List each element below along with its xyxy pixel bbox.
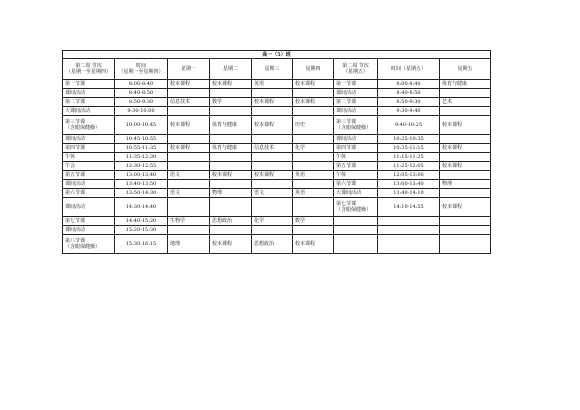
cell-thursday [293,135,334,144]
header-tuesday: 星期二 [210,59,252,80]
cell-wednesday [252,107,293,116]
time-right: 10:25-10:35 [378,135,440,144]
cell-friday [440,226,491,235]
time-right: 13:40-14:10 [378,189,440,198]
time-left: 13:40-13:50 [115,180,168,189]
cell-monday: 生物学 [168,217,210,226]
cell-wednesday [252,198,293,217]
cell-wednesday [252,162,293,171]
period-left: 第一节课 [63,80,115,89]
time-left: 10:45-10:55 [115,135,168,144]
period-left: 第五节课 [63,171,115,180]
table-row [63,135,491,144]
header-friday: 星期五 [440,59,491,80]
period-left: 第六节课 [63,189,115,198]
table-row [63,171,491,180]
table-row [63,180,491,189]
cell-wednesday: 校本课程 [252,98,293,107]
cell-friday [440,189,491,198]
time-left: 10:55-11:35 [115,144,168,153]
cell-tuesday [210,153,252,162]
cell-monday: 校本课程 [168,116,210,135]
cell-thursday: 历史 [293,116,334,135]
period-right: 第二节课 [334,98,378,107]
cell-tuesday: 体育与健康 [210,144,252,153]
period-right: 午休 [334,153,378,162]
cell-friday: 校本课程 [440,144,491,153]
period-left: 第二节课 [63,98,115,107]
cell-friday [440,217,491,226]
period-right: 第三节课 （含眼保健操） [334,116,378,135]
cell-tuesday: 思想政治 [210,217,252,226]
cell-wednesday: 化学 [252,217,293,226]
table-row [63,80,491,89]
period-right: 第四节课 [334,144,378,153]
time-left: 10:00-10:45 [115,116,168,135]
period-right: 第七节课 （含眼保健操） [334,198,378,217]
cell-wednesday [252,153,293,162]
table-row [63,107,491,116]
period-left: 第四节课 [63,144,115,153]
cell-wednesday [252,89,293,98]
header-right-time: 时间（星期五） [378,59,440,80]
period-right [334,217,378,226]
cell-friday: 物理 [440,180,491,189]
cell-thursday [293,89,334,98]
period-right: 第一节课 [334,80,378,89]
cell-monday [168,198,210,217]
cell-friday [440,235,491,254]
cell-monday: 语文 [168,171,210,180]
cell-thursday: 校本课程 [293,80,334,89]
cell-tuesday [210,226,252,235]
header-left-time: 时间 （星期一至星期四） [115,59,168,80]
cell-monday: 信息技术 [168,98,210,107]
cell-thursday: 校本课程 [293,98,334,107]
cell-monday [168,226,210,235]
header-monday: 星期一 [168,59,210,80]
cell-thursday [293,198,334,217]
cell-monday: 校本课程 [168,144,210,153]
cell-monday [168,107,210,116]
cell-monday [168,135,210,144]
cell-thursday [293,180,334,189]
cell-thursday: 英语 [293,189,334,198]
cell-thursday: 数学 [293,217,334,226]
cell-thursday: 化学 [293,144,334,153]
cell-friday [440,153,491,162]
cell-tuesday: 校本课程 [210,80,252,89]
timetable [62,50,491,254]
time-right: 13:00-13:40 [378,180,440,189]
time-left: 8:50-9:30 [115,98,168,107]
period-left: 课间活动 [63,226,115,235]
time-left: 12:30-12:55 [115,162,168,171]
time-left: 8:40-8:50 [115,89,168,98]
period-left: 课间活动 [63,180,115,189]
period-left: 课间活动 [63,198,115,217]
table-row [63,217,491,226]
cell-friday [440,171,491,180]
time-right [378,226,440,235]
period-right: 第五节课 [334,162,378,171]
table-title: 高一（5）班 [63,51,491,59]
cell-thursday: 校本课程 [293,235,334,254]
table-row [63,98,491,107]
cell-tuesday [210,198,252,217]
cell-tuesday: 体育与健康 [210,116,252,135]
cell-tuesday: 校本课程 [210,171,252,180]
cell-monday: 地理 [168,235,210,254]
time-left: 14:40-15:20 [115,217,168,226]
period-right [334,226,378,235]
period-left: 第七节课 [63,217,115,226]
period-left: 课间活动 [63,135,115,144]
time-right: 10:35-11:15 [378,144,440,153]
header-wednesday: 星期三 [252,59,293,80]
time-right: 8:00-8:40 [378,80,440,89]
time-right: 11:15-11:25 [378,153,440,162]
cell-monday: 语文 [168,189,210,198]
period-left: 午休 [63,153,115,162]
time-right: 14:10-14:55 [378,198,440,217]
cell-friday: 校本课程 [440,116,491,135]
cell-friday: 体育与健康 [440,80,491,89]
time-left: 15:20-15:30 [115,226,168,235]
time-left: 15:30-16:15 [115,235,168,254]
table-row [63,162,491,171]
schedule-sheet [62,50,490,254]
period-right: 课间活动 [334,89,378,98]
cell-thursday [293,162,334,171]
cell-wednesday: 信息技术 [252,144,293,153]
period-left: 午会 [63,162,115,171]
cell-friday: 校本课程 [440,198,491,217]
cell-tuesday [210,180,252,189]
period-left: 第八节课 （含眼保健操） [63,235,115,254]
period-left: 课间活动 [63,89,115,98]
time-right: 11:25-12:05 [378,162,440,171]
cell-friday [440,89,491,98]
time-right: 9:30-9:40 [378,107,440,116]
cell-thursday [293,107,334,116]
cell-monday [168,162,210,171]
cell-wednesday [252,226,293,235]
cell-friday [440,107,491,116]
cell-monday [168,89,210,98]
cell-tuesday [210,135,252,144]
table-row [63,198,491,217]
table-row [63,189,491,198]
time-left: 9:30-10:00 [115,107,168,116]
header-row [63,59,491,80]
cell-friday: 艺术 [440,98,491,107]
time-right: 8:40-8:50 [378,89,440,98]
time-right: 8:50-9:30 [378,98,440,107]
cell-thursday [293,226,334,235]
cell-monday [168,180,210,189]
time-right: 9:40-10:25 [378,116,440,135]
cell-wednesday: 校本课程 [252,171,293,180]
table-row [63,235,491,254]
period-left: 大课间活动 [63,107,115,116]
time-left: 14:30-14:40 [115,198,168,217]
cell-tuesday [210,89,252,98]
time-left: 13:00-13:40 [115,171,168,180]
time-right [378,217,440,226]
period-right [334,235,378,254]
period-right: 课间活动 [334,107,378,116]
cell-friday: 校本课程 [440,162,491,171]
time-left: 13:50-14:30 [115,189,168,198]
cell-wednesday [252,135,293,144]
cell-thursday: 英语 [293,171,334,180]
header-thursday: 星期四 [293,59,334,80]
table-row [63,116,491,135]
cell-wednesday [252,180,293,189]
cell-thursday [293,153,334,162]
cell-friday [440,135,491,144]
time-left: 8:00-8:40 [115,80,168,89]
time-right: 12:05-13:00 [378,171,440,180]
cell-wednesday: 英语 [252,80,293,89]
period-right: 课间活动 [334,135,378,144]
cell-tuesday: 数学 [210,98,252,107]
header-left-period: 第二周 节次 （星期一至星期四） [63,59,115,80]
cell-tuesday [210,107,252,116]
cell-monday: 校本课程 [168,80,210,89]
cell-wednesday: 语文 [252,189,293,198]
cell-wednesday: 思想政治 [252,235,293,254]
header-right-period: 第二周 节次 （星期五） [334,59,378,80]
period-right: 大课间活动 [334,189,378,198]
time-right [378,235,440,254]
table-row [63,89,491,98]
period-left: 第三节课 （含眼保健操） [63,116,115,135]
cell-tuesday: 校本课程 [210,235,252,254]
time-left: 11:35-12:30 [115,153,168,162]
table-row [63,144,491,153]
cell-tuesday: 物理 [210,189,252,198]
period-right: 第六节课 [334,180,378,189]
cell-wednesday: 校本课程 [252,116,293,135]
table-row [63,153,491,162]
table-row [63,226,491,235]
cell-monday [168,153,210,162]
period-right: 午休 [334,171,378,180]
cell-tuesday [210,162,252,171]
